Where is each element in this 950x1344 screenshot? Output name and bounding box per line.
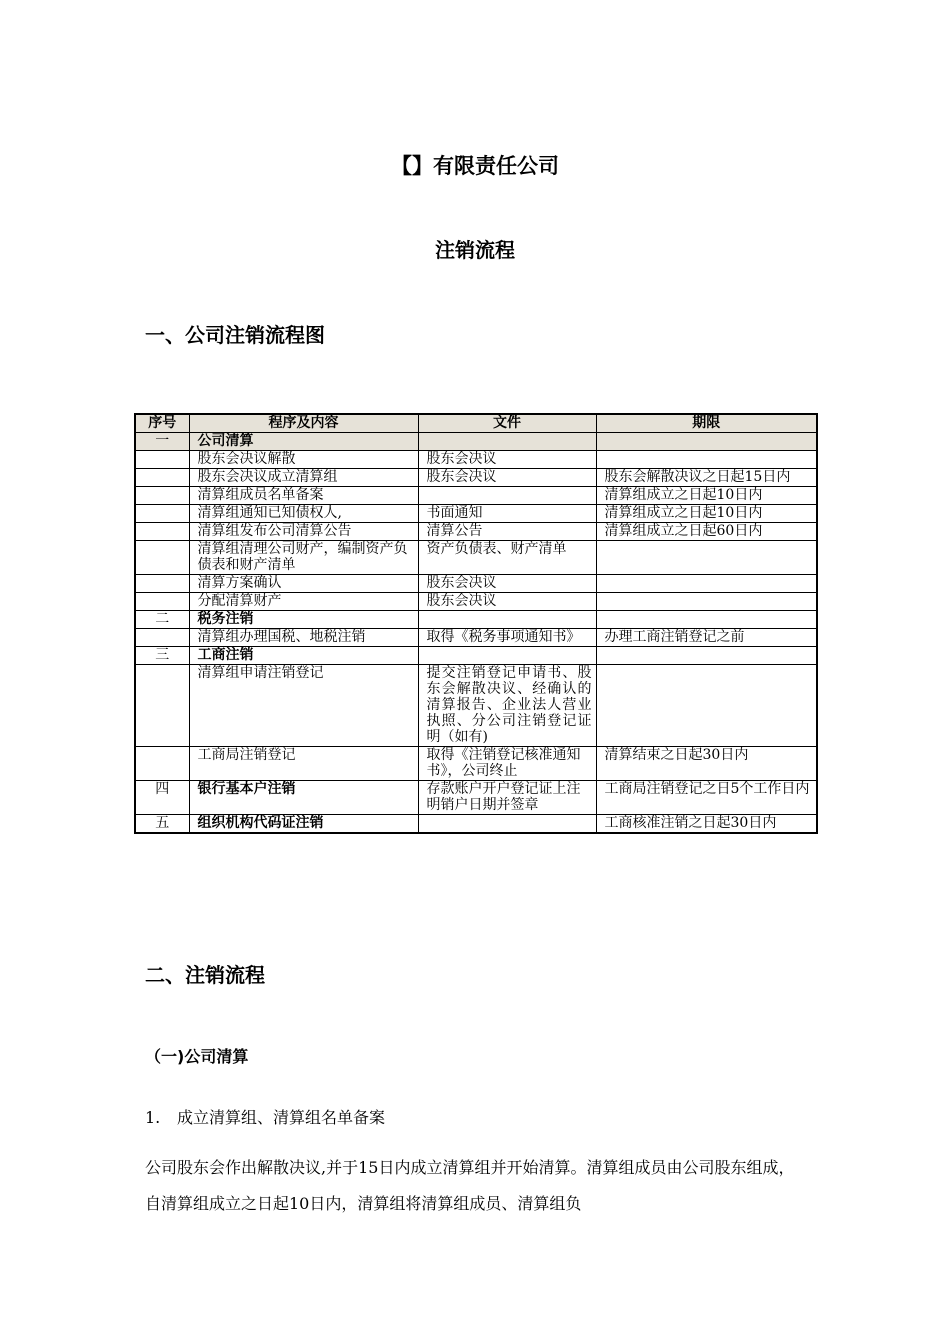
cell-content: 组织机构代码证注销: [189, 815, 418, 834]
cell-term: 办理工商注销登记之前: [596, 629, 817, 647]
cell-term: [596, 593, 817, 611]
cell-content: 公司清算: [189, 433, 418, 451]
table-row: [135, 433, 817, 451]
cell-file: 取得《注销登记核准通知书》，公司终止: [418, 747, 596, 781]
cell-seq: [135, 747, 189, 781]
section-heading-process: 二、注销流程: [145, 963, 265, 987]
table-row: [135, 815, 817, 834]
cell-term: [596, 575, 817, 593]
cell-seq: [135, 665, 189, 747]
table-row: [135, 747, 817, 781]
subsection-heading: （一)公司清算: [145, 1047, 249, 1066]
table-row: [135, 505, 817, 523]
cell-file: 存款账户开户登记证上注明销户日期并签章: [418, 781, 596, 815]
cell-seq: 三: [135, 647, 189, 665]
cell-content: 清算组成员名单备案: [189, 487, 418, 505]
cell-content: 银行基本户注销: [189, 781, 418, 815]
cell-seq: [135, 505, 189, 523]
cell-seq: [135, 575, 189, 593]
cell-file: 股东会决议: [418, 593, 596, 611]
table-row: [135, 523, 817, 541]
cell-seq: [135, 451, 189, 469]
cell-file: 清算公告: [418, 523, 596, 541]
table-header-row: [135, 414, 817, 433]
table-row: [135, 487, 817, 505]
cell-content: 清算组办理国税、地税注销: [189, 629, 418, 647]
table-row: [135, 665, 817, 747]
cell-term: 股东会解散决议之日起15日内: [596, 469, 817, 487]
header-file: 文件: [418, 414, 596, 433]
deregistration-flow-table: [134, 413, 818, 834]
section-heading-flowchart: 一、公司注销流程图: [145, 323, 325, 347]
header-seq: 序号: [135, 414, 189, 433]
cell-file: [418, 487, 596, 505]
cell-term: 清算组成立之日起10日内: [596, 505, 817, 523]
cell-seq: [135, 487, 189, 505]
cell-seq: 二: [135, 611, 189, 629]
cell-term: [596, 433, 817, 451]
cell-file: 股东会决议: [418, 575, 596, 593]
cell-seq: [135, 593, 189, 611]
cell-file: [418, 815, 596, 834]
cell-term: 工商局注销登记之日5个工作日内: [596, 781, 817, 815]
cell-content: 清算组清理公司财产，编制资产负债表和财产清单: [189, 541, 418, 575]
table-row: [135, 593, 817, 611]
table-row: [135, 541, 817, 575]
list-item-text: 成立清算组、清算组名单备案: [177, 1108, 386, 1127]
table-row: [135, 575, 817, 593]
header-term: 期限: [596, 414, 817, 433]
cell-seq: [135, 469, 189, 487]
cell-seq: 五: [135, 815, 189, 834]
cell-term: 清算组成立之日起60日内: [596, 523, 817, 541]
cell-term: 清算结束之日起30日内: [596, 747, 817, 781]
cell-seq: [135, 523, 189, 541]
cell-term: [596, 611, 817, 629]
cell-file: 取得《税务事项通知书》: [418, 629, 596, 647]
cell-content: 股东会决议成立清算组: [189, 469, 418, 487]
cell-file: 提交注销登记申请书、股东会解散决议、经确认的清算报告、企业法人营业执照、分公司注销登记证明（如有): [418, 665, 596, 747]
cell-term: [596, 541, 817, 575]
cell-content: 工商局注销登记: [189, 747, 418, 781]
cell-term: 工商核准注销之日起30日内: [596, 815, 817, 834]
table-row: [135, 611, 817, 629]
cell-content: 分配清算财产: [189, 593, 418, 611]
cell-seq: [135, 629, 189, 647]
cell-file: [418, 433, 596, 451]
company-title: 【】有限责任公司: [391, 154, 559, 178]
cell-content: 税务注销: [189, 611, 418, 629]
cell-seq: [135, 541, 189, 575]
list-item-number: 1.: [145, 1108, 161, 1127]
cell-seq: 一: [135, 433, 189, 451]
table-row: [135, 469, 817, 487]
list-item: [145, 1105, 385, 1128]
cell-seq: 四: [135, 781, 189, 815]
cell-term: [596, 451, 817, 469]
document-subtitle: 注销流程: [435, 238, 515, 262]
cell-file: [418, 647, 596, 665]
cell-term: [596, 665, 817, 747]
table-row: [135, 451, 817, 469]
cell-content: 股东会决议解散: [189, 451, 418, 469]
table-row: [135, 781, 817, 815]
cell-content: 工商注销: [189, 647, 418, 665]
body-paragraph: 公司股东会作出解散决议,并于15日内成立清算组并开始清算。清算组成员由公司股东组成，自清算组成立之日起10日内，清算组将清算组成员、清算组负: [145, 1158, 795, 1213]
cell-content: 清算组发布公司清算公告: [189, 523, 418, 541]
cell-file: 股东会决议: [418, 469, 596, 487]
table-body: [135, 433, 817, 834]
cell-file: 书面通知: [418, 505, 596, 523]
cell-content: 清算组通知已知债权人,: [189, 505, 418, 523]
header-content: 程序及内容: [189, 414, 418, 433]
cell-term: [596, 647, 817, 665]
cell-file: [418, 611, 596, 629]
cell-file: 资产负债表、财产清单: [418, 541, 596, 575]
table-row: [135, 647, 817, 665]
table-row: [135, 629, 817, 647]
cell-content: 清算方案确认: [189, 575, 418, 593]
cell-content: 清算组申请注销登记: [189, 665, 418, 747]
cell-term: 清算组成立之日起10日内: [596, 487, 817, 505]
cell-file: 股东会决议: [418, 451, 596, 469]
